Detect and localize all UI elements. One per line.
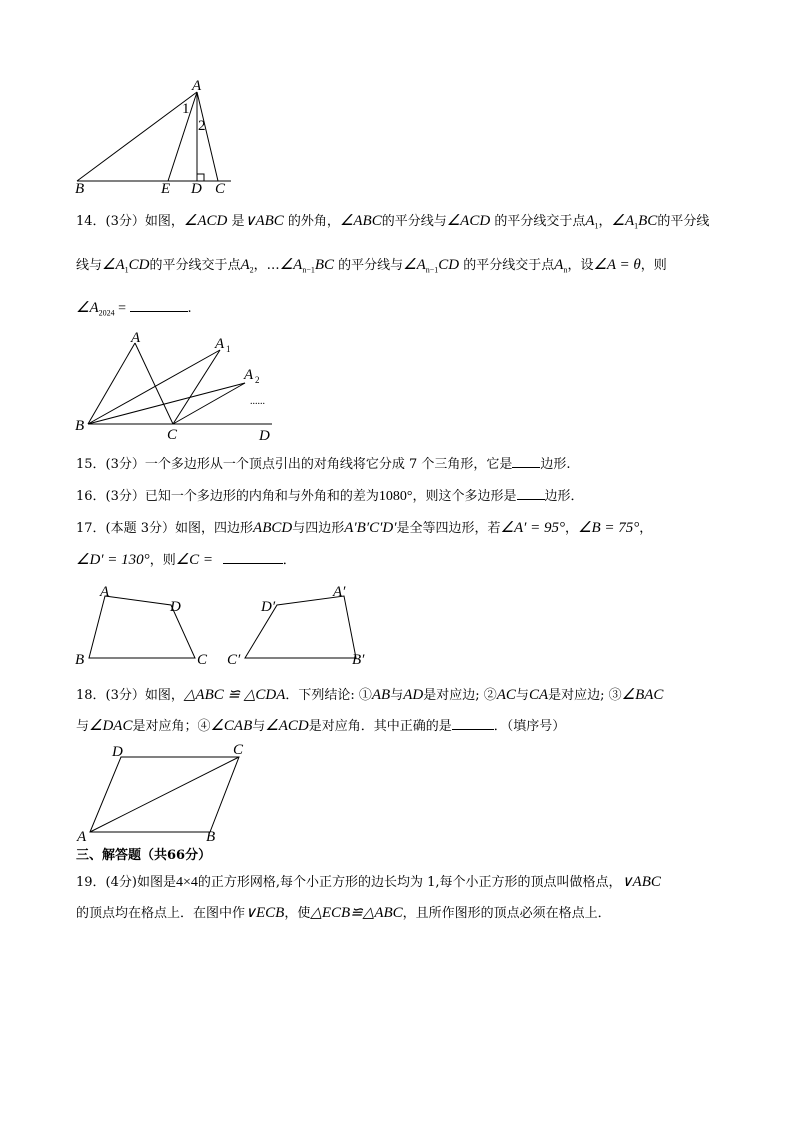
q19-line-2: 的顶点均在格点上．在图中作∨ECB，使△ECB≌△ABC，且所作图形的顶点必须在格点上． [76, 905, 611, 921]
label-c-prime: C′ [227, 652, 241, 668]
label-d: D [191, 181, 202, 197]
label-d: D [170, 599, 181, 615]
label-c: C [233, 742, 244, 758]
q18-line-2: 与∠DAC是对应角；④∠CAB与∠ACD是对应角．其中正确的是 ．（填序号） [76, 718, 566, 734]
label-a1-sub: 1 [226, 344, 231, 354]
label-b: B [75, 418, 85, 434]
label-b-prime: B′ [352, 652, 365, 668]
q18-line-1: 18．(3分）如图，△ABC ≌ △CDA．下列结论: ①AB与AD是对应边; ②AC与CA是对应边; ③∠BAC [76, 687, 664, 703]
label-c: C [215, 181, 226, 197]
label-a: A [131, 330, 141, 346]
label-e: E [161, 181, 171, 197]
q19-line-1: 19．(4分)如图是4×4的正方形网格,每个小正方形的边长均为 1,每个小正方形的顶点叫做格点，∨ABC [76, 874, 661, 890]
q14-line-2: 线与$\angle A_1CD$的平分线交于点$A_2$，$\dots\angle A_{n-1}BC$ 的平分线与$\angle A_{n-1}CD$ 的平分线交于点$A_n$，设∠A = θ，则 [76, 257, 667, 275]
figure-parallelogram [72, 740, 252, 846]
q15: 15．(3分）一个多边形从一个顶点引出的对角线将它分成 7 个三角形，它是 边形. [76, 457, 571, 472]
angle-2-label: 2 [198, 118, 206, 134]
q15-answer-blank[interactable] [512, 455, 540, 468]
label-a2: A [244, 367, 254, 383]
section-heading: 三、解答题（共66分） [76, 848, 212, 863]
q17-line-2: ∠D′ = 130°，则∠C = ． [76, 552, 296, 568]
figure-triangle-abc [70, 76, 240, 197]
q14-line-1: 14．(3分）如图，∠ACD 是∨ABC 的外角，∠ABC的平分线与∠ACD 的平分线交于点$A_1$，$\angle A_1BC$的平分线 [76, 213, 710, 231]
angle-bisectors-diagram [72, 326, 282, 446]
figure-congruent-quadrilaterals [70, 582, 380, 672]
label-d: D [112, 744, 123, 760]
label-a1: A [215, 336, 225, 352]
label-a: A [100, 584, 110, 600]
label-d: D [259, 428, 270, 444]
continuation-dots: ...... [250, 396, 265, 407]
label-c: C [167, 427, 178, 443]
label-a-prime: A′ [333, 584, 346, 600]
quadrilaterals-diagram [70, 582, 380, 672]
q14-line-3: $\angle A_{2024}$ = . [76, 300, 192, 318]
q14-answer-blank[interactable] [130, 299, 188, 312]
triangle-abc-diagram [70, 76, 240, 197]
label-b: B [75, 652, 85, 668]
q17-answer-blank[interactable] [223, 551, 283, 564]
q16: 16．(3分）已知一个多边形的内角和与外角和的差为1080°，则这个多边形是 边形． [76, 489, 584, 504]
angle-1-label: 1 [182, 101, 190, 117]
label-c: C [197, 652, 208, 668]
label-d-prime: D′ [261, 599, 276, 615]
label-a: A [77, 829, 87, 845]
figure-angle-bisectors [72, 326, 282, 446]
q16-answer-blank[interactable] [517, 487, 545, 500]
q17-line-1: 17．(本题 3分）如图，四边形ABCD与四边形A′B′C′D′是全等四边形，若∠A′ = 95°，∠B = 75°， [76, 520, 653, 536]
q18-answer-blank[interactable] [452, 717, 494, 730]
label-b: B [206, 829, 216, 845]
label-a: A [192, 78, 202, 94]
label-b: B [75, 181, 85, 197]
parallelogram-diagram [72, 740, 252, 846]
label-a2-sub: 2 [255, 375, 260, 385]
